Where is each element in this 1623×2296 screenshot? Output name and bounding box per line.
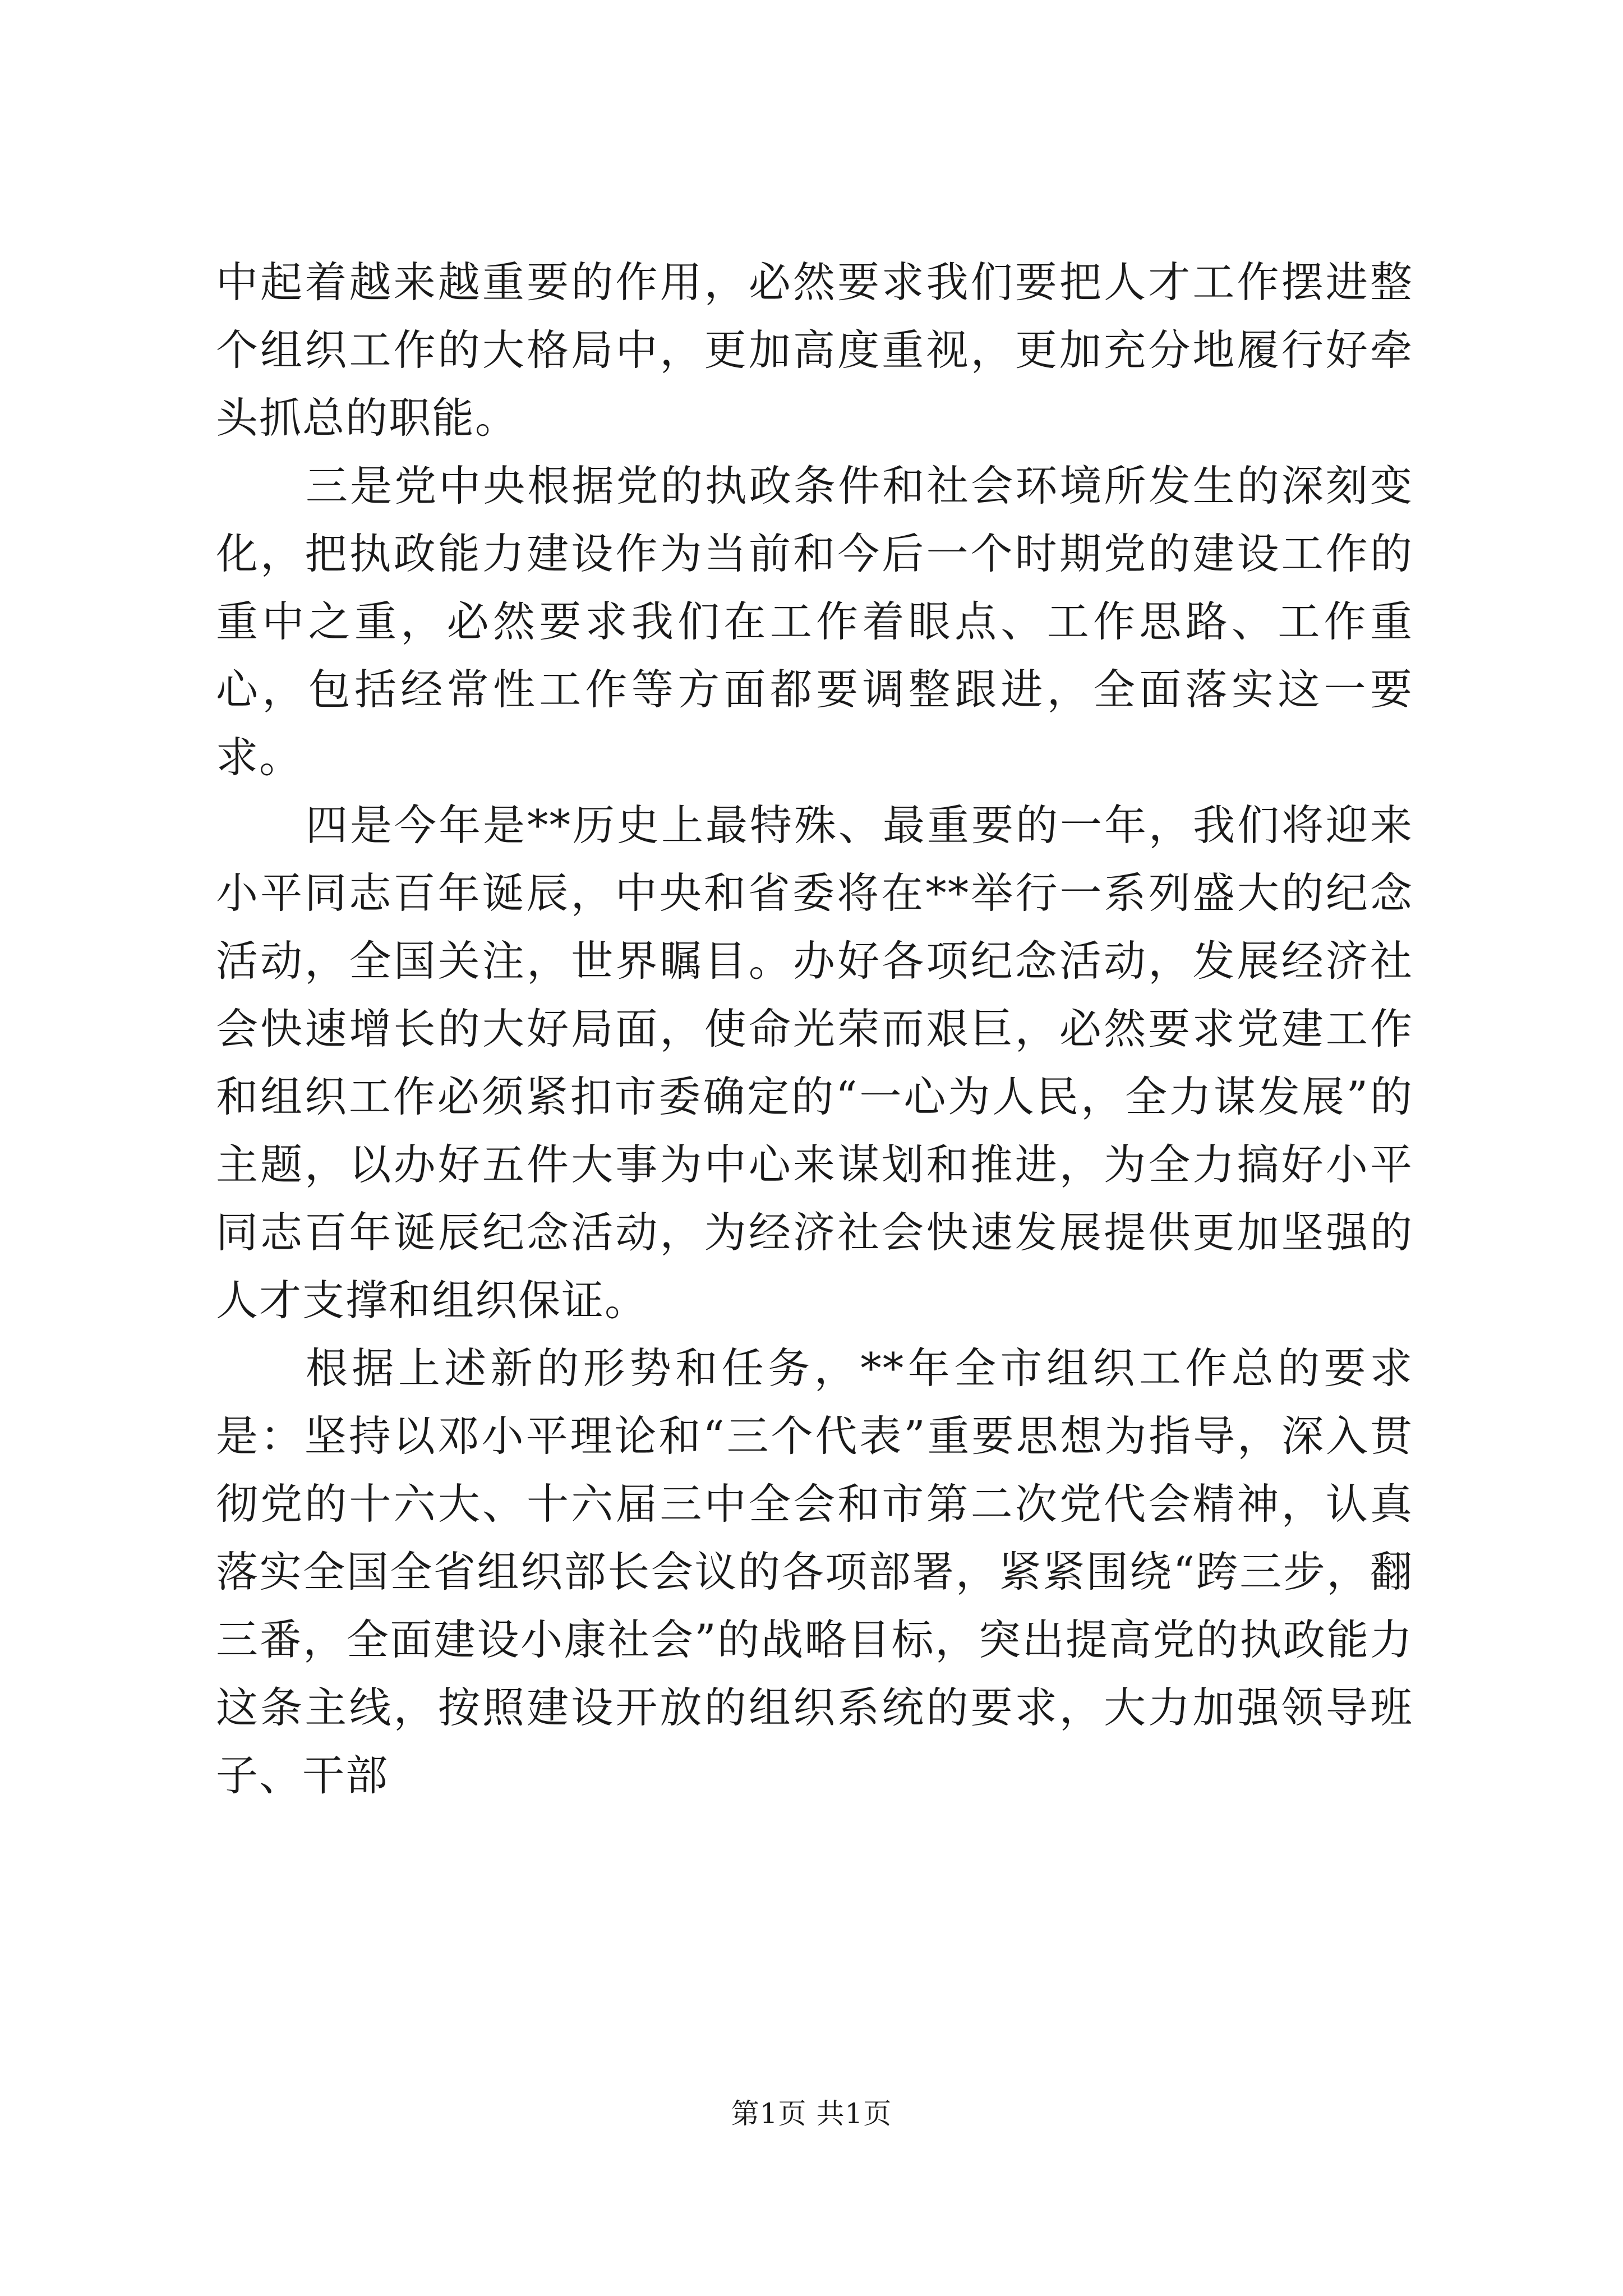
paragraph-point-four: 四是今年是**历史上最特殊、最重要的一年，我们将迎来小平同志百年诞辰，中央和省委将在**举行一系列盛大的纪念活动，全国关注，世界瞩目。办好各项纪念活动，发展经济社会快速增长的大好局面，使命光荣而艰巨，必然要求党建工作和组织工作必须紧扣市委确定的“一心为人民，全力谋发展”的主题，以办好五件大事为中心来谋划和推进，为全力搞好小平同志百年诞辰纪念活动，为经济社会快速发展提供更加坚强的人才支撑和组织保证。 bbox=[216, 800, 1413, 1325]
paragraph-overall-requirements: 根据上述新的形势和任务，**年全市组织工作总的要求是：坚持以邓小平理论和“三个代表”重要思想为指导，深入贯彻党的十六大、十六届三中全会和市第二次党代会精神，认真落实全国全省组织部长会议的各项部署，紧紧围绕“跨三步，翻三番，全面建设小康社会”的战略目标，突出提高党的执政能力这条主线，按照建设开放的组织系统的要求，大力加强领导班子、干部 bbox=[216, 1343, 1413, 1800]
page-footer: 第1页 共1页 bbox=[731, 2097, 892, 2130]
document-body bbox=[216, 249, 1413, 1810]
paragraph-continuation: 中起着越来越重要的作用，必然要求我们要把人才工作摆进整个组织工作的大格局中，更加高度重视，更加充分地履行好牵头抓总的职能。 bbox=[216, 257, 1413, 443]
paragraph-point-three: 三是党中央根据党的执政条件和社会环境所发生的深刻变化，把执政能力建设作为当前和今后一个时期党的建设工作的重中之重，必然要求我们在工作着眼点、工作思路、工作重心，包括经常性工作等方面都要调整跟进，全面落实这一要求。 bbox=[216, 461, 1413, 782]
